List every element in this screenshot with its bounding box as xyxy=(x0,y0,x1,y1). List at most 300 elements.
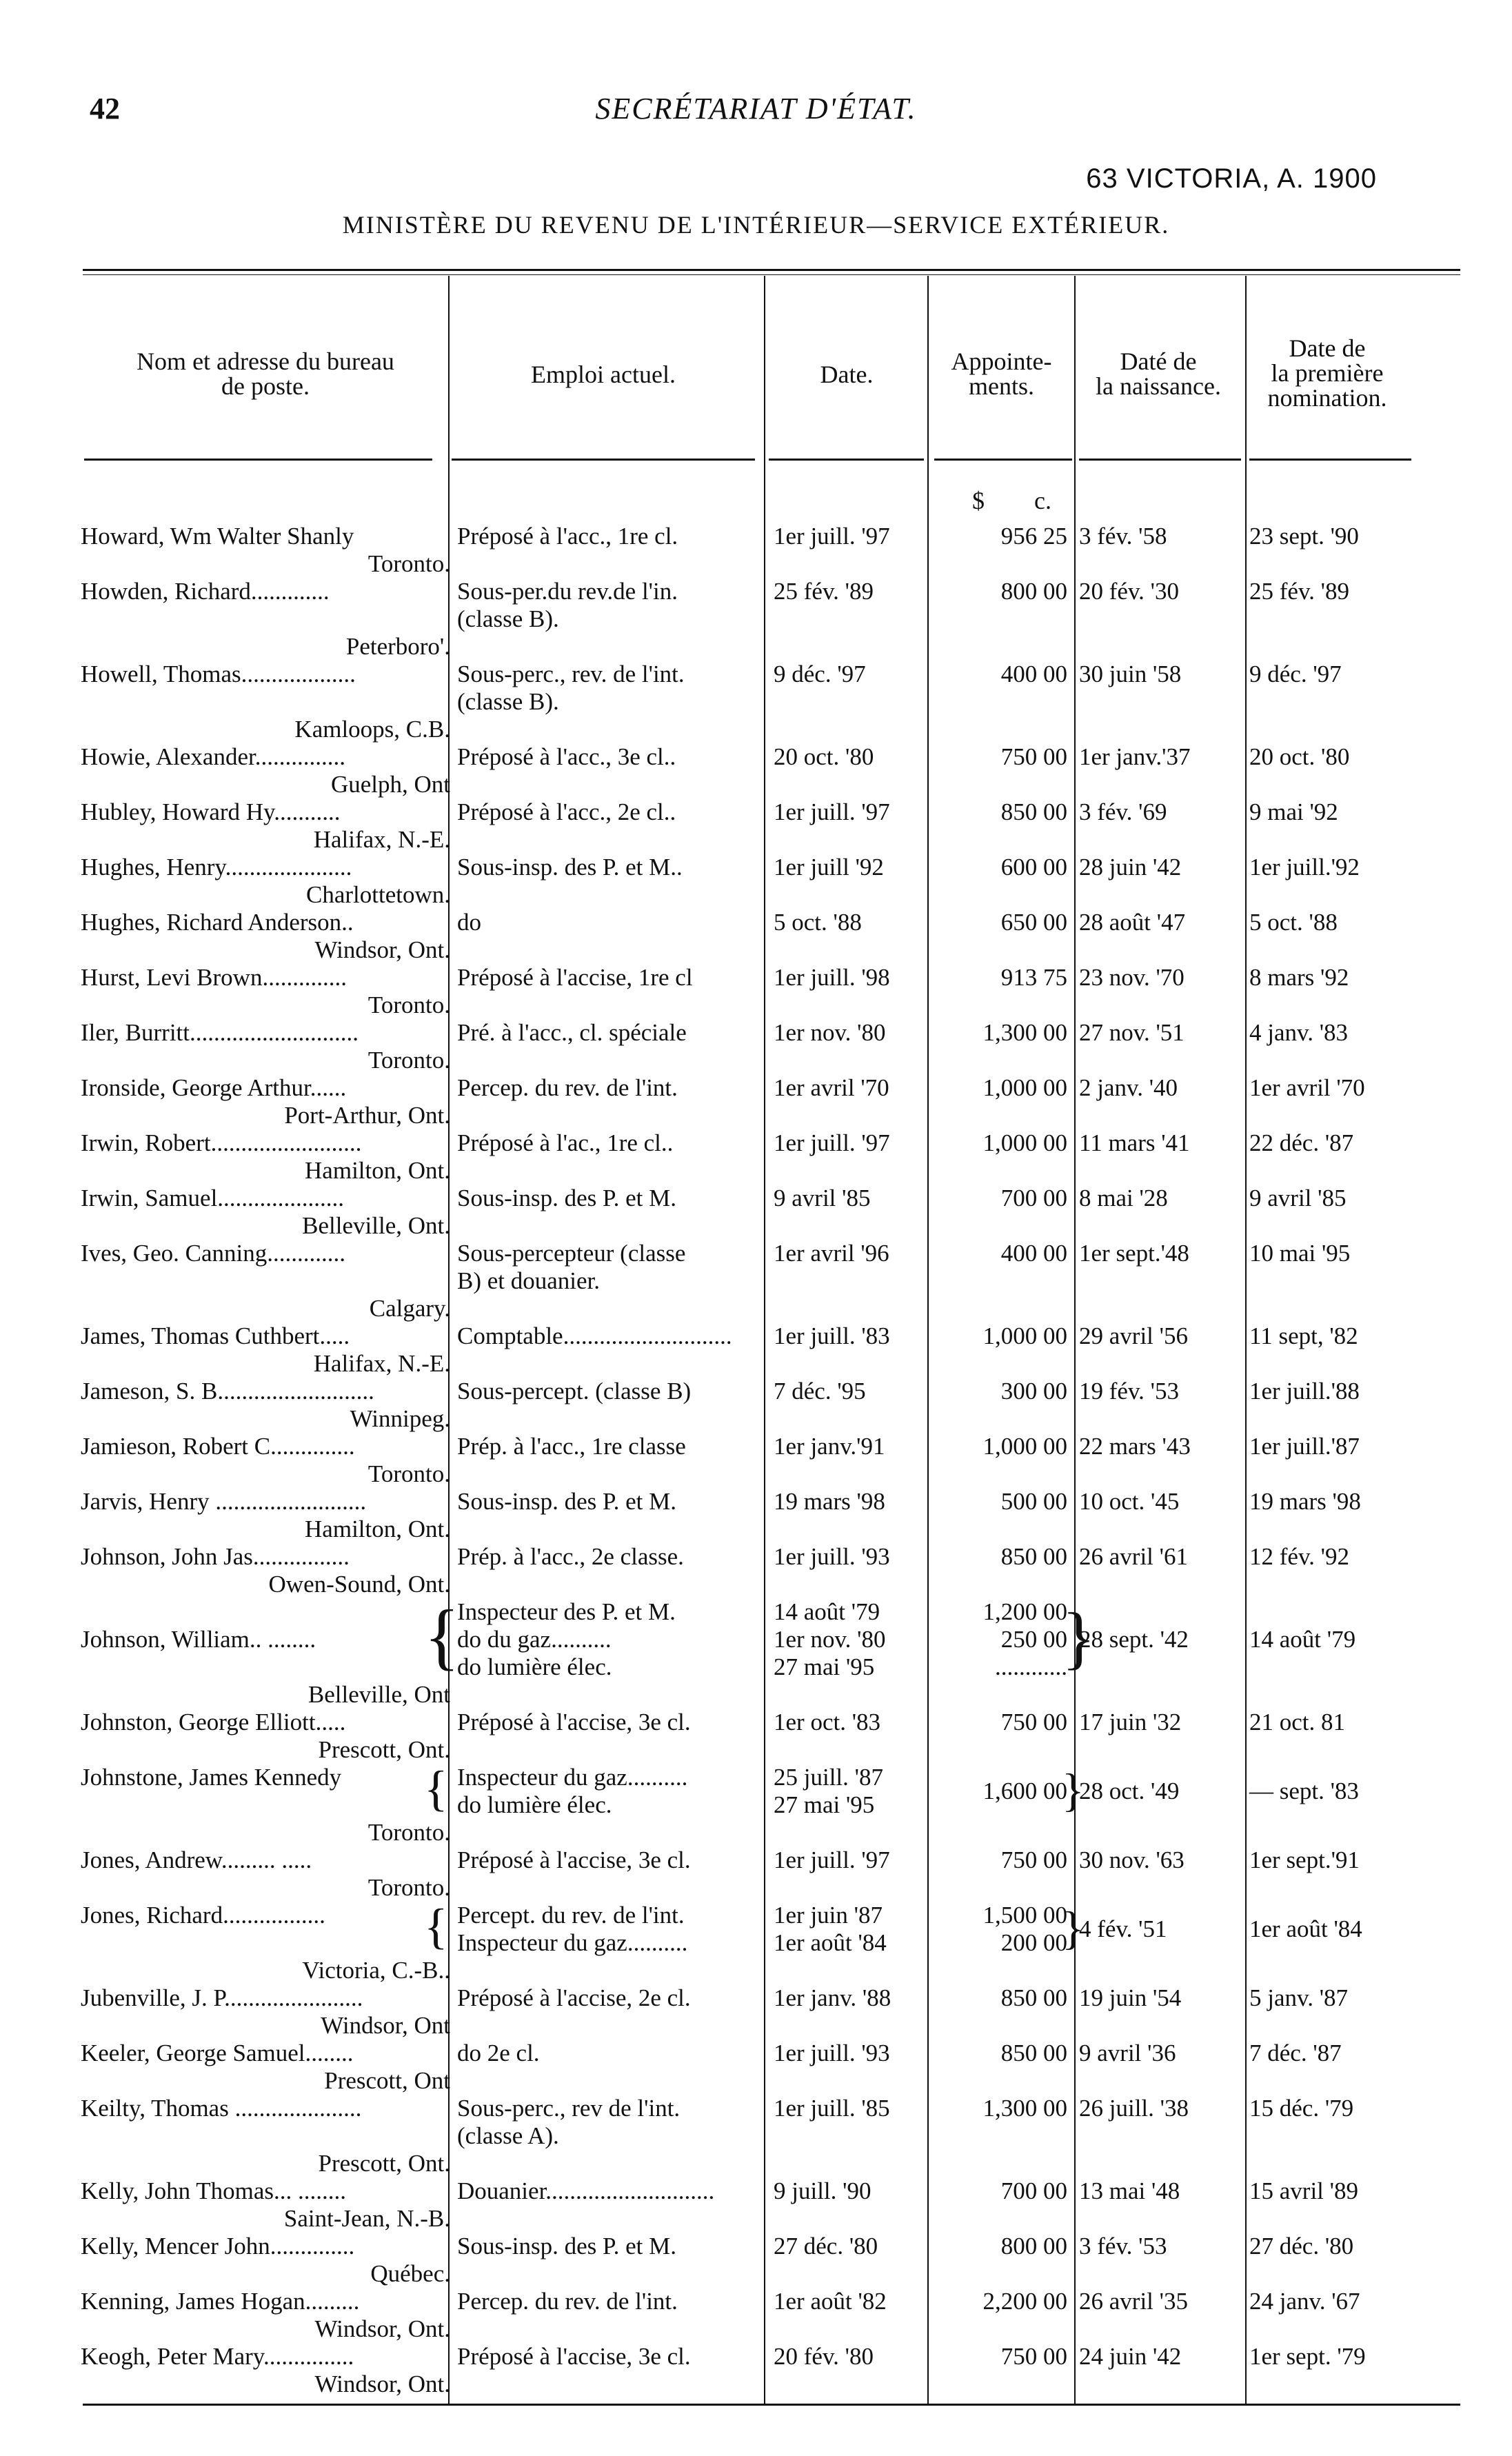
name-brace: { xyxy=(424,1596,460,1678)
employee-name: Hurst, Levi Brown.............. xyxy=(81,964,347,991)
date-cell: 9 déc. '97 xyxy=(774,661,866,687)
employment-cell: Sous-percept. (classe B) xyxy=(457,1378,692,1405)
employee-name: Jubenville, J. P....................... xyxy=(81,1984,363,2011)
first-nomination-cell: 8 mars '92 xyxy=(1249,964,1349,991)
birth-date-cell: 11 mars '41 xyxy=(1079,1129,1190,1156)
employment-cell: Percept. du rev. de l'int. xyxy=(457,1902,685,1929)
employment-cell: Sous-perc., rev. de l'int. xyxy=(457,661,685,687)
table-top-rule-2 xyxy=(83,274,1460,275)
birth-date-cell: 19 juin '54 xyxy=(1079,1984,1182,2011)
header-employment xyxy=(452,362,755,387)
row-line xyxy=(0,1267,1512,1295)
row-line xyxy=(0,578,1512,605)
employee-name: Johnson, John Jas................ xyxy=(81,1543,350,1570)
date-cell: 1er juill. '97 xyxy=(774,1129,890,1156)
date-cell: 1er juill. '93 xyxy=(774,1543,890,1570)
table-row xyxy=(0,1240,1512,1322)
date-cell: 1er janv.'91 xyxy=(774,1433,885,1460)
birth-date-cell: 1er janv.'37 xyxy=(1079,743,1191,770)
salary-cell: 850 00 xyxy=(1000,1984,1067,2011)
post-office-location: Toronto. xyxy=(367,1819,450,1846)
table-row xyxy=(0,854,1512,909)
employment-cell: Sous-insp. des P. et M. xyxy=(457,2233,676,2259)
header-birth xyxy=(1076,349,1241,399)
employment-cell: Sous-perc., rev de l'int. xyxy=(457,2095,681,2122)
row-line xyxy=(0,2233,1512,2260)
row-line xyxy=(0,1295,1512,1322)
first-nomination-cell: 10 mai '95 xyxy=(1249,1240,1351,1267)
table-body xyxy=(0,523,1512,2398)
header-dash-6 xyxy=(1249,459,1411,461)
salary-cell: 300 00 xyxy=(1000,1378,1067,1405)
date-cell: 7 déc. '95 xyxy=(774,1378,866,1405)
row-line xyxy=(0,1185,1512,1212)
first-nomination-cell: 9 avril '85 xyxy=(1249,1185,1347,1211)
row-line xyxy=(0,2288,1512,2315)
birth-date-cell: 3 fév. '58 xyxy=(1079,523,1167,550)
date-cell: 9 avril '85 xyxy=(774,1185,871,1211)
date-cell: 1er juill '92 xyxy=(774,854,884,880)
first-nomination-cell: — sept. '83 xyxy=(1249,1778,1359,1804)
post-office-location: Prescott, Ont. xyxy=(318,2150,450,2177)
table-row xyxy=(0,1378,1512,1433)
row-line xyxy=(0,854,1512,881)
first-nomination-cell: 9 mai '92 xyxy=(1249,798,1338,825)
first-nomination-cell: 7 déc. '87 xyxy=(1249,2040,1342,2066)
date-cell: 20 fév. '80 xyxy=(774,2343,874,2370)
salary-cell: 913 75 xyxy=(1000,964,1067,991)
post-office-location: Guelph, Ont xyxy=(330,771,450,798)
salary-cell: 700 00 xyxy=(1000,1185,1067,1211)
first-nomination-cell: 15 déc. '79 xyxy=(1249,2095,1354,2122)
row-line xyxy=(0,2343,1512,2371)
post-office-location: Port-Arthur, Ont. xyxy=(284,1102,450,1129)
post-office-location: Prescott, Ont. xyxy=(318,1736,450,1763)
date-cell: 27 mai '95 xyxy=(774,1653,875,1680)
post-office-location: Charlottetown. xyxy=(306,881,450,908)
post-office-location: Québec. xyxy=(370,2260,450,2287)
employee-name: Hubley, Howard Hy........... xyxy=(81,798,341,825)
first-nomination-cell: 1er avril '70 xyxy=(1249,1074,1365,1101)
post-office-location: Victoria, C.-B.. xyxy=(302,1957,450,1984)
salary-cell: 1,300 00 xyxy=(982,1019,1067,1046)
first-nomination-cell: 11 sept, '82 xyxy=(1249,1322,1358,1349)
table-row xyxy=(0,2233,1512,2288)
table-row xyxy=(0,2288,1512,2343)
date-cell: 1er avril '70 xyxy=(774,1074,889,1101)
first-nomination-cell: 23 sept. '90 xyxy=(1249,523,1359,550)
employee-name: James, Thomas Cuthbert..... xyxy=(81,1322,350,1349)
row-line xyxy=(0,1019,1512,1047)
employment-cell: Préposé à l'accise, 3e cl. xyxy=(457,1846,691,1873)
first-nomination-cell: 4 janv. '83 xyxy=(1249,1019,1349,1046)
table-row xyxy=(0,1598,1512,1709)
post-office-location: Saint-Jean, N.-B. xyxy=(283,2205,450,2232)
post-office-location: Windsor, Ont xyxy=(321,2012,450,2039)
row-line xyxy=(0,1240,1512,1267)
row-line xyxy=(0,1074,1512,1102)
first-nomination-cell: 20 oct. '80 xyxy=(1249,743,1350,770)
employee-name: Irwin, Robert......................... xyxy=(81,1129,362,1156)
row-line xyxy=(0,1129,1512,1157)
date-cell: 14 août '79 xyxy=(774,1598,880,1625)
post-office-location: Belleville, Ont xyxy=(308,1681,450,1708)
date-cell: 20 oct. '80 xyxy=(774,743,874,770)
employee-name: Jones, Richard................. xyxy=(81,1902,325,1929)
salary-cell: 2,200 00 xyxy=(982,2288,1067,2315)
birth-date-cell: 26 avril '61 xyxy=(1079,1543,1188,1570)
row-line xyxy=(0,826,1512,854)
employee-name: Jarvis, Henry ......................... xyxy=(81,1488,367,1515)
row-line xyxy=(0,1350,1512,1378)
table-row xyxy=(0,2095,1512,2177)
row-line xyxy=(0,1157,1512,1185)
employment-cell: Préposé à l'accise, 3e cl. xyxy=(457,2343,691,2370)
date-cell: 1er juill. '85 xyxy=(774,2095,890,2122)
salary-cell: 800 00 xyxy=(1000,2233,1067,2259)
salary-cell: 700 00 xyxy=(1000,2177,1067,2204)
table-row xyxy=(0,1433,1512,1488)
header-name-line-1: Nom et adresse du bureau xyxy=(137,348,394,375)
birth-date-cell: 8 mai '28 xyxy=(1079,1185,1168,1211)
post-office-location: Toronto. xyxy=(367,1047,450,1074)
post-office-location: Halifax, N.-E. xyxy=(313,826,450,853)
employment-cell: Inspecteur du gaz.......... xyxy=(457,1929,688,1956)
salary-cell: 650 00 xyxy=(1000,909,1067,936)
row-line xyxy=(0,1460,1512,1488)
row-line xyxy=(0,2315,1512,2343)
date-cell: 1er janv. '88 xyxy=(774,1984,891,2011)
row-line xyxy=(0,1984,1512,2012)
employment-cell: Préposé à l'acc., 3e cl.. xyxy=(457,743,676,770)
row-line xyxy=(0,1929,1512,1957)
employment-cell: Pré. à l'acc., cl. spéciale xyxy=(457,1019,687,1046)
row-line xyxy=(0,1047,1512,1074)
employment-cell: do du gaz.......... xyxy=(457,1626,612,1653)
row-line xyxy=(0,688,1512,716)
row-line xyxy=(0,523,1512,550)
row-line xyxy=(0,1819,1512,1846)
cents-sign: c. xyxy=(1034,487,1051,514)
birth-date-cell: 24 juin '42 xyxy=(1079,2343,1182,2370)
salary-cell: 1,000 00 xyxy=(982,1074,1067,1101)
birth-date-cell: 30 nov. '63 xyxy=(1079,1846,1185,1873)
date-cell: 1er juill. '97 xyxy=(774,798,890,825)
birth-date-cell: 2 janv. '40 xyxy=(1079,1074,1178,1101)
table-row xyxy=(0,578,1512,661)
post-office-location: Calgary. xyxy=(369,1295,450,1322)
row-line xyxy=(0,2012,1512,2040)
employment-cell: Sous-insp. des P. et M. xyxy=(457,1488,676,1515)
employee-name: Hughes, Henry..................... xyxy=(81,854,352,880)
row-line xyxy=(0,936,1512,964)
employment-cell: Préposé à l'accise, 2e cl. xyxy=(457,1984,691,2011)
salary-cell: 500 00 xyxy=(1000,1488,1067,1515)
employment-cell: Percep. du rev. de l'int. xyxy=(457,1074,678,1101)
name-brace: { xyxy=(424,1761,448,1816)
employee-name: Ironside, George Arthur...... xyxy=(81,1074,347,1101)
running-title: SECRÉTARIAT D'ÉTAT. xyxy=(595,92,917,125)
employment-cell: Sous-percepteur (classe xyxy=(457,1240,686,1267)
employment-cell: (classe B). xyxy=(457,688,559,715)
row-line xyxy=(0,1598,1512,1626)
salary-cell: ............ xyxy=(995,1653,1067,1680)
date-cell: 1er juill. '83 xyxy=(774,1322,890,1349)
birth-date-cell: 17 juin '32 xyxy=(1079,1709,1182,1735)
salary-cell: 1,500 00 xyxy=(982,1902,1067,1929)
employee-name: Kenning, James Hogan......... xyxy=(81,2288,360,2315)
row-line xyxy=(0,716,1512,743)
date-cell: 25 fév. '89 xyxy=(774,578,874,605)
salary-cell: 850 00 xyxy=(1000,798,1067,825)
row-line xyxy=(0,1433,1512,1460)
date-cell: 1er avril '96 xyxy=(774,1240,889,1267)
row-line xyxy=(0,1212,1512,1240)
birth-date-cell: 28 oct. '49 xyxy=(1079,1778,1180,1804)
birth-date-cell: 20 fév. '30 xyxy=(1079,578,1179,605)
first-nomination-cell: 1er juill.'88 xyxy=(1249,1378,1360,1405)
row-line xyxy=(0,550,1512,578)
birth-date-cell: 10 oct. '45 xyxy=(1079,1488,1180,1515)
table-row xyxy=(0,1129,1512,1185)
table-row xyxy=(0,1846,1512,1902)
employee-name: Keogh, Peter Mary............... xyxy=(81,2343,354,2370)
row-line xyxy=(0,1543,1512,1571)
date-cell: 9 juill. '90 xyxy=(774,2177,871,2204)
first-nomination-cell: 22 déc. '87 xyxy=(1249,1129,1354,1156)
header-first-nomination xyxy=(1244,336,1410,410)
row-line xyxy=(0,1378,1512,1405)
table-row xyxy=(0,1488,1512,1543)
name-brace: { xyxy=(424,1899,448,1954)
row-line xyxy=(0,2205,1512,2233)
post-office-location: Hamilton, Ont. xyxy=(305,1157,450,1184)
row-line xyxy=(0,1902,1512,1942)
salary-cell: 956 25 xyxy=(1000,523,1067,550)
table-row xyxy=(0,1984,1512,2040)
row-line xyxy=(0,964,1512,992)
first-nomination-cell: 25 fév. '89 xyxy=(1249,578,1349,605)
row-line xyxy=(0,2150,1512,2177)
salary-cell: 800 00 xyxy=(1000,578,1067,605)
birth-date-cell: 26 juill. '38 xyxy=(1079,2095,1189,2122)
post-office-location: Windsor, Ont. xyxy=(314,2371,450,2397)
table-row xyxy=(0,661,1512,743)
row-line xyxy=(0,1102,1512,1129)
first-nomination-cell: 5 janv. '87 xyxy=(1249,1984,1349,2011)
employment-cell: Douanier............................ xyxy=(457,2177,715,2204)
row-line xyxy=(0,1791,1512,1819)
row-line xyxy=(0,1626,1512,1653)
row-line xyxy=(0,1571,1512,1598)
date-cell: 27 déc. '80 xyxy=(774,2233,878,2259)
header-name xyxy=(93,349,438,399)
table-row xyxy=(0,2040,1512,2095)
first-nomination-cell: 1er sept. '79 xyxy=(1249,2343,1366,2370)
row-line xyxy=(0,2371,1512,2398)
header-dash-1 xyxy=(84,459,432,461)
salary-cell: 1,000 00 xyxy=(982,1129,1067,1156)
employment-cell: Comptable............................ xyxy=(457,1322,732,1349)
post-office-location: Windsor, Ont. xyxy=(314,936,450,963)
header-first-line-2: la première xyxy=(1271,359,1384,387)
row-line xyxy=(0,992,1512,1019)
salary-cell: 1,300 00 xyxy=(982,2095,1067,2122)
first-nomination-cell: 9 déc. '97 xyxy=(1249,661,1342,687)
post-office-location: Toronto. xyxy=(367,550,450,577)
salary-cell: 250 00 xyxy=(1000,1626,1067,1653)
page-number: 42 xyxy=(90,92,120,125)
table-top-rule xyxy=(83,269,1460,271)
salary-brace: } xyxy=(1062,1902,1085,1954)
date-cell: 25 juill. '87 xyxy=(774,1764,883,1791)
post-office-location: Toronto. xyxy=(367,1460,450,1487)
birth-date-cell: 28 août '47 xyxy=(1079,909,1186,936)
post-office-location: Halifax, N.-E. xyxy=(313,1350,450,1377)
table-row xyxy=(0,1543,1512,1598)
first-nomination-cell: 15 avril '89 xyxy=(1249,2177,1358,2204)
table-row xyxy=(0,2177,1512,2233)
first-nomination-cell: 5 oct. '88 xyxy=(1249,909,1338,936)
post-office-location: Toronto. xyxy=(367,992,450,1018)
session-label: 63 VICTORIA, A. 1900 xyxy=(1086,163,1377,194)
date-cell: 1er juin '87 xyxy=(774,1902,883,1929)
employee-name: Kelly, Mencer John.............. xyxy=(81,2233,355,2259)
employment-cell: Sous-per.du rev.de l'in. xyxy=(457,578,678,605)
birth-date-cell: 3 fév. '53 xyxy=(1079,2233,1167,2259)
row-line xyxy=(0,1681,1512,1709)
row-line xyxy=(0,2177,1512,2205)
row-line xyxy=(0,2122,1512,2150)
row-line xyxy=(0,605,1512,633)
post-office-location: Peterboro'. xyxy=(345,633,450,660)
date-cell: 1er août '84 xyxy=(774,1929,887,1956)
birth-date-cell: 1er sept.'48 xyxy=(1079,1240,1189,1267)
table-row xyxy=(0,743,1512,798)
birth-date-cell: 9 avril '36 xyxy=(1079,2040,1176,2066)
employee-name: Keeler, George Samuel........ xyxy=(81,2040,354,2066)
employee-name: Howell, Thomas................... xyxy=(81,661,356,687)
date-cell: 1er nov. '80 xyxy=(774,1626,886,1653)
ministry-heading: MINISTÈRE DU REVENU DE L'INTÉRIEUR—SERVICE EXTÉRIEUR. xyxy=(342,211,1170,239)
date-cell: 19 mars '98 xyxy=(774,1488,885,1515)
employment-cell: Préposé à l'acc., 2e cl.. xyxy=(457,798,676,825)
employment-cell: Inspecteur du gaz.......... xyxy=(457,1764,688,1791)
salary-cell: 400 00 xyxy=(1000,1240,1067,1267)
row-line xyxy=(0,1405,1512,1433)
date-cell: 1er nov. '80 xyxy=(774,1019,886,1046)
header-birth-line-2: la naissance. xyxy=(1096,372,1221,400)
birth-date-cell: 4 fév. '51 xyxy=(1079,1915,1167,1942)
post-office-location: Toronto. xyxy=(367,1874,450,1901)
salary-cell: 1,600 00 xyxy=(982,1778,1067,1804)
date-cell: 1er juill. '93 xyxy=(774,2040,890,2066)
row-line xyxy=(0,1488,1512,1516)
row-line xyxy=(0,1957,1512,1984)
header-date-line-1: Date. xyxy=(820,361,874,388)
employment-cell: Préposé à l'ac., 1re cl.. xyxy=(457,1129,674,1156)
header-salary-line-1: Appointe- xyxy=(951,348,1052,375)
row-line xyxy=(0,2095,1512,2122)
birth-date-cell: 3 fév. '69 xyxy=(1079,798,1167,825)
row-line xyxy=(0,798,1512,826)
post-office-location: Hamilton, Ont. xyxy=(305,1516,450,1542)
header-first-line-1: Date de xyxy=(1289,334,1366,362)
salary-cell: 750 00 xyxy=(1000,1709,1067,1735)
employment-cell: (classe B). xyxy=(457,605,559,632)
table-row xyxy=(0,1761,1512,1846)
row-line xyxy=(0,661,1512,688)
header-date xyxy=(764,362,929,387)
row-line xyxy=(0,1653,1512,1681)
row-line xyxy=(0,2260,1512,2288)
employment-cell: Inspecteur des P. et M. xyxy=(457,1598,676,1625)
salary-cell: 850 00 xyxy=(1000,1543,1067,1570)
first-nomination-cell: 27 déc. '80 xyxy=(1249,2233,1354,2259)
employment-cell: Préposé à l'accise, 3e cl. xyxy=(457,1709,691,1735)
table-row xyxy=(0,964,1512,1019)
header-dash-4 xyxy=(934,459,1072,461)
first-nomination-cell: 21 oct. 81 xyxy=(1249,1709,1346,1735)
first-nomination-cell: 12 fév. '92 xyxy=(1249,1543,1349,1570)
employee-name: Jameson, S. B.......................... xyxy=(81,1378,374,1405)
row-line xyxy=(0,1736,1512,1764)
date-cell: 1er juill. '97 xyxy=(774,523,890,550)
row-line xyxy=(0,2040,1512,2067)
salary-cell: 1,200 00 xyxy=(982,1598,1067,1625)
dollar-sign: $ xyxy=(972,487,985,514)
employment-cell: Prép. à l'acc., 2e classe. xyxy=(457,1543,684,1570)
table-row xyxy=(0,909,1512,964)
employee-name: Johnston, George Elliott..... xyxy=(81,1709,346,1735)
employee-name: Johnstone, James Kennedy xyxy=(81,1764,342,1791)
first-nomination-cell: 1er juill.'87 xyxy=(1249,1433,1360,1460)
birth-date-cell: 28 sept. '42 xyxy=(1079,1626,1189,1653)
salary-cell: 400 00 xyxy=(1000,661,1067,687)
employment-cell: do 2e cl. xyxy=(457,2040,540,2066)
employment-cell: Préposé à l'accise, 1re cl xyxy=(457,964,693,991)
row-line xyxy=(0,2067,1512,2095)
employment-cell: Percep. du rev. de l'int. xyxy=(457,2288,678,2315)
table-row xyxy=(0,1899,1512,1984)
header-birth-line-1: Daté de xyxy=(1120,348,1197,375)
employment-cell: do lumière élec. xyxy=(457,1653,612,1680)
date-cell: 1er oct. '83 xyxy=(774,1709,881,1735)
first-nomination-cell: 1er juill.'92 xyxy=(1249,854,1360,880)
birth-date-cell: 30 juin '58 xyxy=(1079,661,1182,687)
salary-brace: } xyxy=(1062,1764,1085,1816)
first-nomination-cell: 1er août '84 xyxy=(1249,1915,1362,1942)
employee-name: Kelly, John Thomas... ........ xyxy=(81,2177,346,2204)
row-line xyxy=(0,633,1512,661)
salary-cell: 200 00 xyxy=(1000,1929,1067,1956)
row-line xyxy=(0,1764,1512,1804)
row-line xyxy=(0,1709,1512,1736)
post-office-location: Winnipeg. xyxy=(350,1405,450,1432)
table-row xyxy=(0,2343,1512,2398)
header-dash-2 xyxy=(452,459,755,461)
employee-name: Jamieson, Robert C.............. xyxy=(81,1433,355,1460)
salary-cell: 1,000 00 xyxy=(982,1433,1067,1460)
employee-name: Iler, Burritt............................ xyxy=(81,1019,359,1046)
employee-name: Howden, Richard............. xyxy=(81,578,330,605)
salary-cell: 600 00 xyxy=(1000,854,1067,880)
table-row xyxy=(0,1185,1512,1240)
date-cell: 1er juill. '98 xyxy=(774,964,890,991)
employment-cell: (classe A). xyxy=(457,2122,559,2149)
employee-name: Hughes, Richard Anderson.. xyxy=(81,909,354,936)
first-nomination-cell: 1er sept.'91 xyxy=(1249,1846,1360,1873)
